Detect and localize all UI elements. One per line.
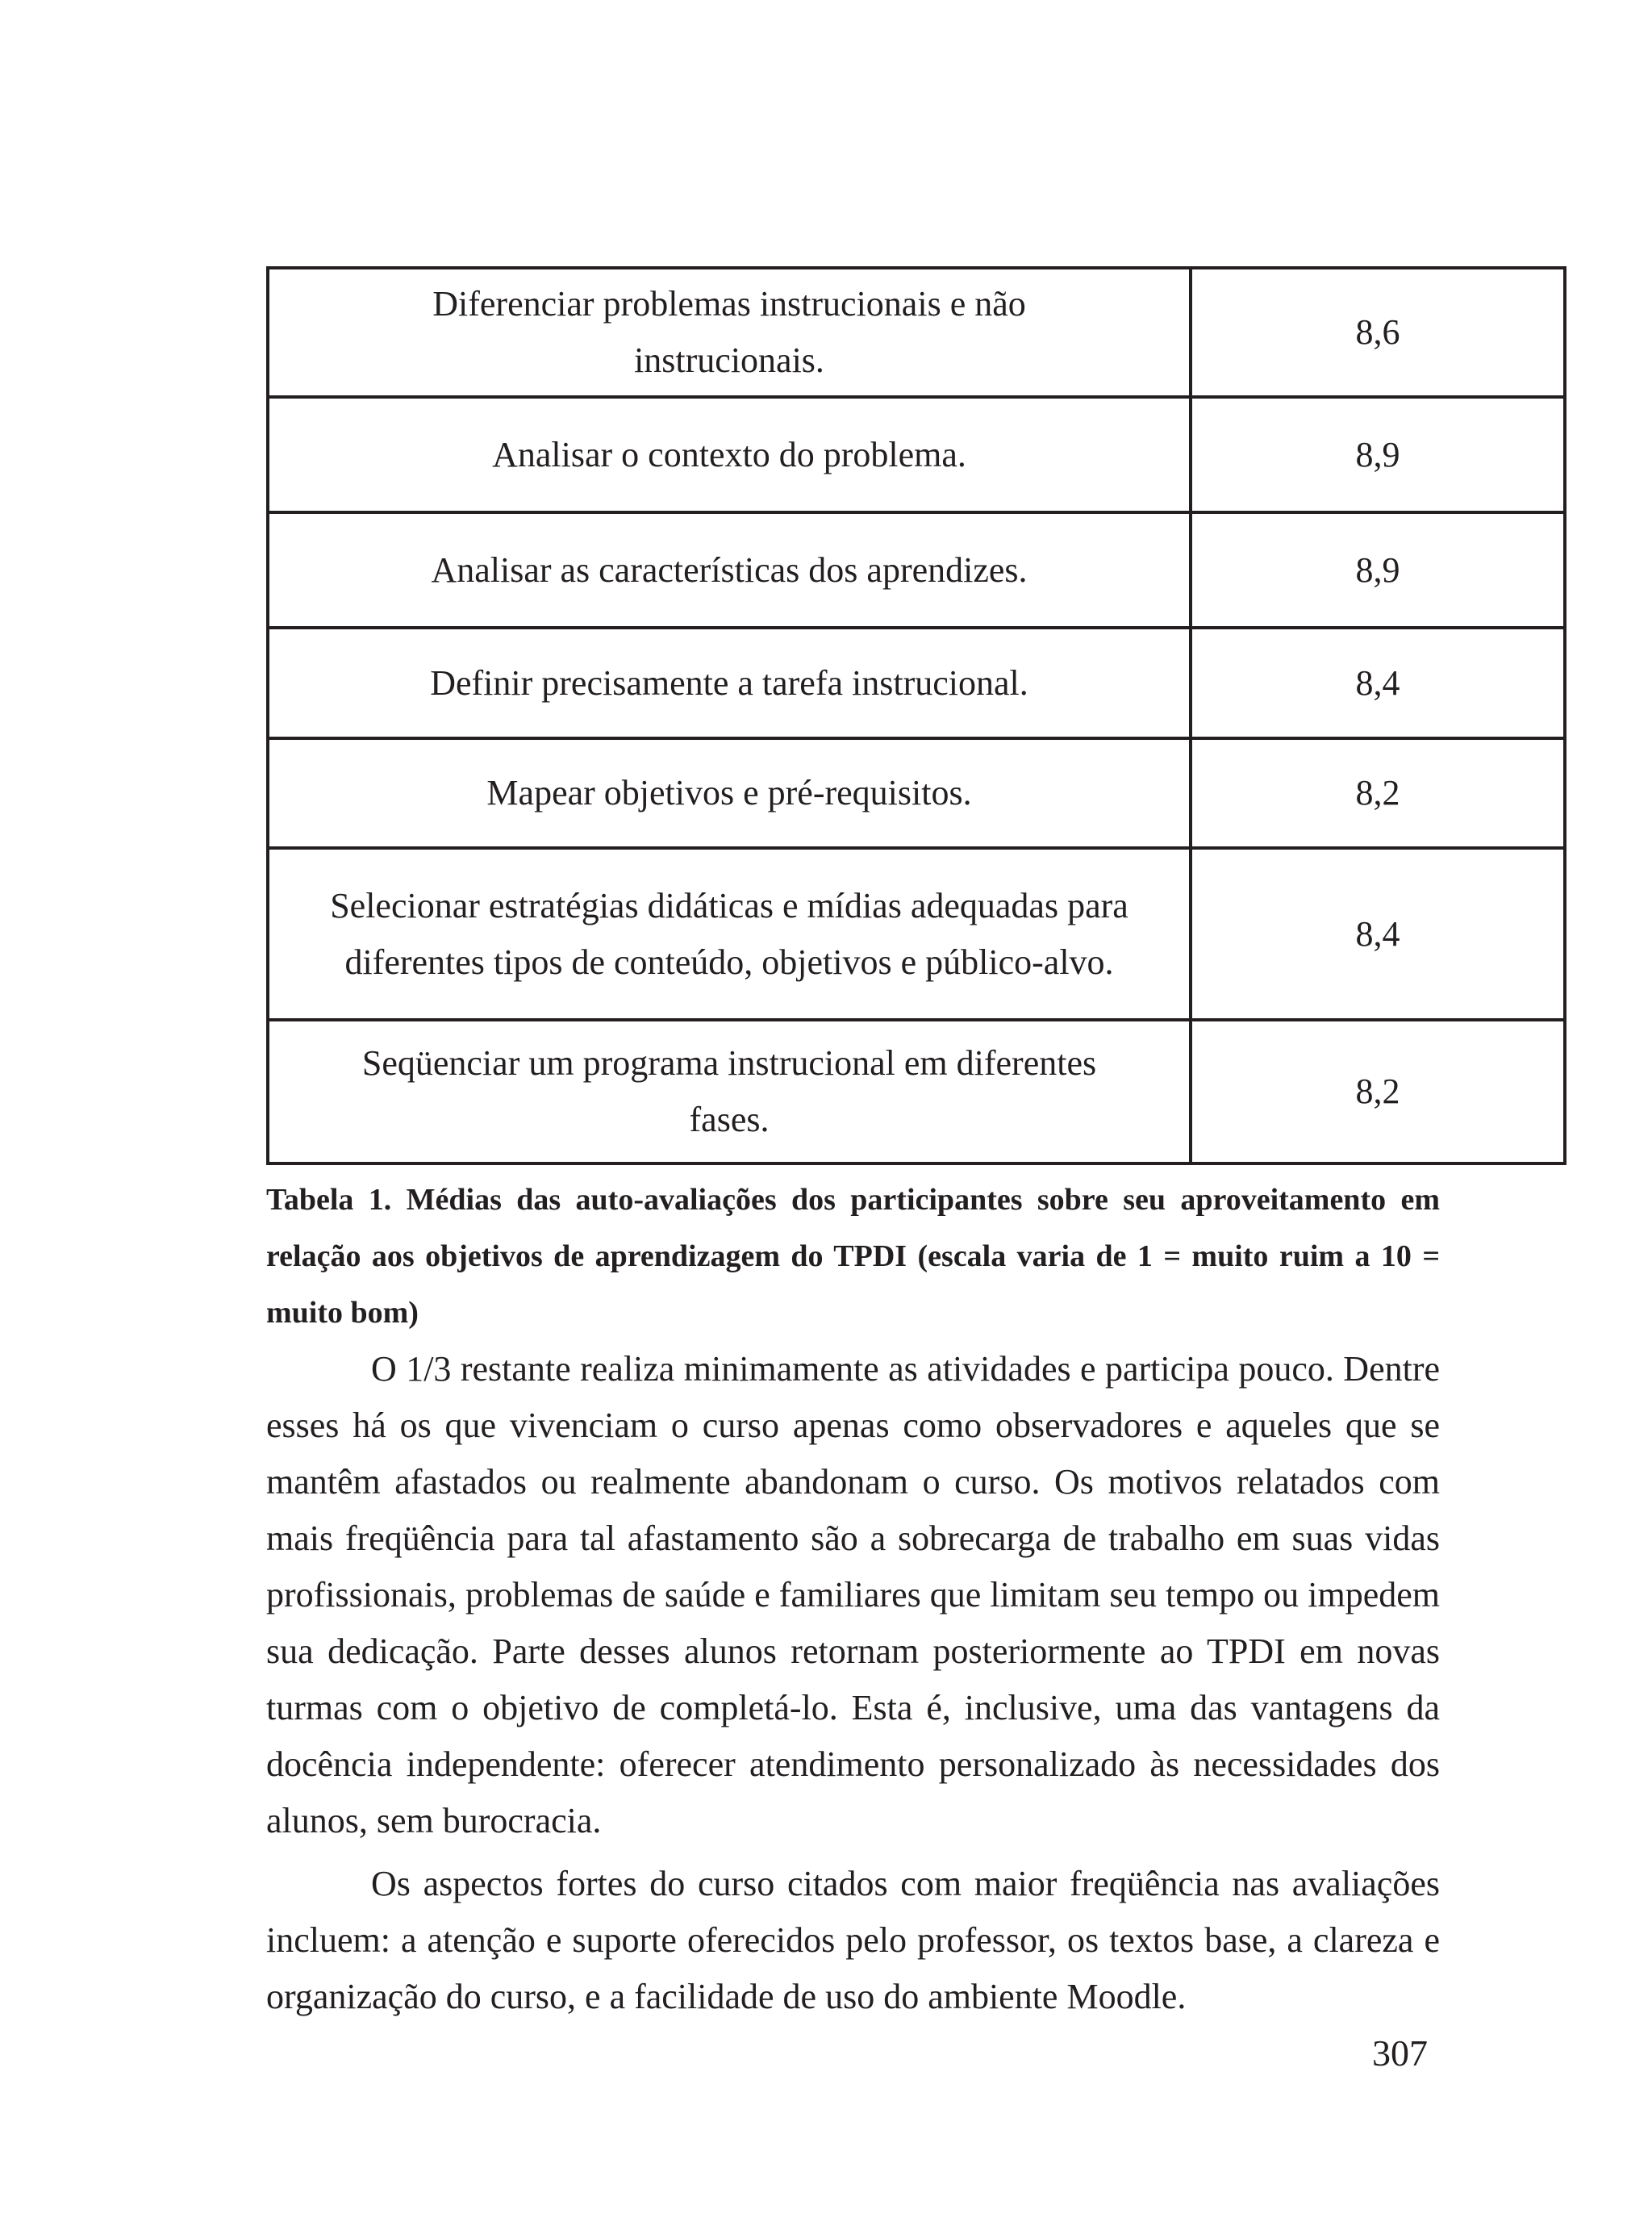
page-content	[266, 266, 1440, 2025]
score-cell: 8,2	[1191, 1020, 1565, 1163]
objective-cell: Definir precisamente a tarefa instrucional.	[268, 628, 1191, 738]
score-cell: 8,4	[1191, 628, 1565, 738]
score-cell: 8,4	[1191, 848, 1565, 1020]
page-number: 307	[1372, 2032, 1428, 2074]
objectives-table	[266, 266, 1566, 1165]
table-row	[268, 848, 1565, 1020]
score-cell: 8,9	[1191, 512, 1565, 628]
table-row	[268, 1020, 1565, 1163]
table-row	[268, 738, 1565, 848]
score-cell: 8,2	[1191, 738, 1565, 848]
objective-cell: Analisar o contexto do problema.	[268, 397, 1191, 512]
objective-cell: Mapear objetivos e pré-requisitos.	[268, 738, 1191, 848]
table-caption: Tabela 1. Médias das auto-avaliações dos participantes sobre seu aproveitamento em relação aos objetivos de aprendizagem do TPDI (escala varia de 1 = muito ruim a 10 = muito bom)	[266, 1183, 1440, 1330]
objective-cell: Diferenciar problemas instrucionais e não instrucionais.	[268, 268, 1191, 397]
score-cell: 8,9	[1191, 397, 1565, 512]
objective-cell: Selecionar estratégias didáticas e mídias adequadas para diferentes tipos de conteúdo, objetivos e público-alvo.	[268, 848, 1191, 1020]
body-paragraph: Os aspectos fortes do curso citados com maior freqüência nas avaliações incluem: a atenção e suporte oferecidos pelo professor, os textos base, a clareza e organização do curso, e a facilidade de uso do ambiente Moodle.	[266, 1864, 1440, 2016]
table-row	[268, 512, 1565, 628]
objective-cell: Analisar as características dos aprendizes.	[268, 512, 1191, 628]
table-row	[268, 268, 1565, 397]
score-cell: 8,6	[1191, 268, 1565, 397]
table-row	[268, 397, 1565, 512]
body-paragraph: O 1/3 restante realiza minimamente as atividades e participa pouco. Dentre esses há os que vivenciam o curso apenas como observadores e aqueles que se mantêm afastados ou realmente abandonam o curso. Os motivos relatados com mais freqüência para tal afastamento são a sobrecarga de trabalho em suas vidas profissionais, problemas de saúde e familiares que limitam seu tempo ou impedem sua dedicação. Parte desses alunos retornam posteriormente ao TPDI em novas turmas com o objetivo de completá-lo. Esta é, inclusive, uma das vantagens da docência independente: oferecer atendimento personalizado às necessidades dos alunos, sem burocracia.	[266, 1349, 1440, 1840]
objective-cell: Seqüenciar um programa instrucional em diferentes fases.	[268, 1020, 1191, 1163]
table-row	[268, 628, 1565, 738]
